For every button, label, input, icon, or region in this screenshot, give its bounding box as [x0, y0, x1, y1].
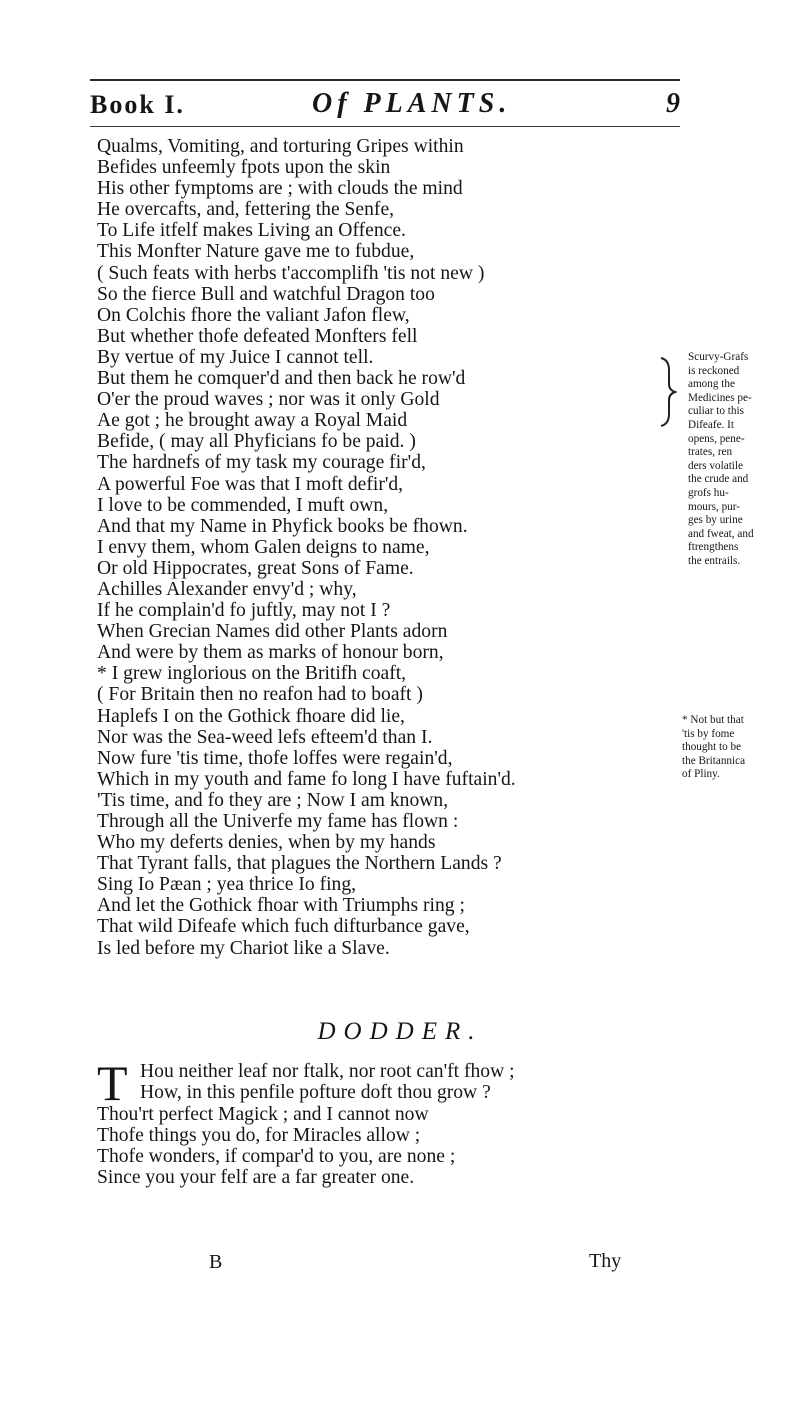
poem-line: This Monfter Nature gave me to fubdue,	[97, 241, 415, 263]
note-line: of Pliny.	[682, 768, 720, 781]
poem-line: 'Tis time, and fo they are ; Now I am known,	[97, 789, 449, 811]
note-line: opens, pene-	[688, 432, 745, 445]
poem-line: But whether thofe defeated Monfters fell	[97, 325, 418, 347]
poem-line: Since you your felf are a far greater one.	[97, 1167, 415, 1189]
drop-cap: T	[97, 1055, 128, 1111]
poem-line: Nor was the Sea-weed lefs efteem'd than I.	[97, 726, 433, 748]
poem-line: Befides unfeemly fpots upon the skin	[97, 157, 391, 179]
signature-mark: B	[209, 1251, 223, 1273]
running-title: Of PLANTS.	[312, 88, 512, 119]
header-rule-bottom	[90, 126, 680, 127]
poem-line: Hou neither leaf nor ftalk, nor root can'ft fhow ;	[140, 1061, 515, 1082]
note-line: ftrengthens	[688, 541, 739, 554]
poem-line: Or old Hippocrates, great Sons of Fame.	[97, 557, 414, 579]
poem-scurvy-grass	[97, 136, 717, 959]
note-line: ges by urine	[688, 514, 743, 527]
poem-line: Thofe wonders, if compar'd to you, are none ;	[97, 1146, 456, 1168]
brace-icon	[655, 356, 677, 428]
poem-line: Qualms, Vomiting, and torturing Gripes within	[97, 136, 464, 157]
poem-line: Ae got ; he brought away a Royal Maid	[97, 410, 408, 432]
note-line: the crude and	[688, 473, 749, 486]
page-number: 9	[666, 88, 680, 119]
poem-line: When Grecian Names did other Plants adorn	[97, 621, 448, 643]
note-line: culiar to this	[688, 405, 744, 418]
poem-line: Haplefs I on the Gothick fhoare did lie,	[97, 705, 405, 727]
marginal-note-scurvy-grass	[688, 351, 754, 569]
poem-line: On Colchis fhore the valiant Jafon flew,	[97, 304, 410, 326]
poem-line: I love to be commended, I muft own,	[97, 494, 389, 516]
poem-dodder	[97, 1055, 717, 1189]
poem-line: * I grew inglorious on the Britifh coaft,	[97, 663, 407, 685]
poem-line: Now fure 'tis time, thofe loffes were regain'd,	[97, 747, 453, 769]
catchword: Thy	[589, 1250, 622, 1272]
note-line: Difeafe. It	[688, 418, 734, 431]
poem-line: I envy them, whom Galen deigns to name,	[97, 536, 430, 558]
poem-line: That wild Difeafe which fuch difturbance gave,	[97, 916, 470, 938]
poem-line: So the fierce Bull and watchful Dragon too	[97, 283, 435, 305]
poem-line: If he complain'd fo juftly, may not I ?	[97, 600, 391, 622]
book-label: Book I.	[90, 90, 185, 119]
poem-line: Through all the Univerfe my fame has flown :	[97, 811, 459, 832]
poem-line: Achilles Alexander envy'd ; why,	[97, 578, 357, 600]
poem-line: ( Such feats with herbs t'accomplifh 'tis not new )	[97, 262, 485, 284]
poem-line: Who my deferts denies, when by my hands	[97, 832, 436, 854]
poem-line: Which in my youth and fame fo long I have fuftain'd.	[97, 768, 516, 790]
poem-line: By vertue of my Juice I cannot tell.	[97, 346, 374, 368]
note-line: 'tis by fome	[682, 727, 735, 740]
poem-line: The hardnefs of my task my courage fir'd,	[97, 452, 426, 474]
poem-line: To Life itfelf makes Living an Offence.	[97, 220, 406, 242]
poem-line: How, in this penfile pofture doft thou grow ?	[140, 1082, 491, 1104]
note-line: is reckoned	[688, 364, 740, 377]
poem-line: Sing Io Pæan ; yea thrice Io fing,	[97, 874, 357, 896]
section-heading: DODDER.	[317, 1018, 483, 1045]
poem-line: O'er the proud waves ; nor was it only Gold	[97, 389, 440, 411]
poem-line: A powerful Foe was that I moft defir'd,	[97, 473, 404, 495]
note-line: trates, ren	[688, 446, 733, 459]
note-line: the Britannica	[682, 754, 746, 767]
header-rule-top	[90, 79, 680, 81]
poem-line: And were by them as marks of honour born,	[97, 642, 444, 664]
note-line: thought to be	[682, 741, 742, 754]
poem-line: But them he comquer'd and then back he row'd	[97, 368, 466, 390]
poem-line: ( For Britain then no reafon had to boaft )	[97, 684, 423, 706]
poem-line: Thou'rt perfect Magick ; and I cannot now	[97, 1103, 429, 1125]
note-line: grofs hu-	[688, 486, 729, 499]
note-line: the entrails.	[688, 554, 741, 567]
poem-line: That Tyrant falls, that plagues the Northern Lands ?	[97, 853, 502, 875]
note-line: mours, pur-	[688, 500, 740, 513]
note-line: Medicines pe-	[688, 391, 752, 404]
note-line: among the	[688, 378, 735, 391]
poem-line: Is led before my Chariot like a Slave.	[97, 937, 390, 959]
poem-line: And that my Name in Phyfick books be fhown.	[97, 515, 468, 537]
poem-line: Thofe things you do, for Miracles allow ;	[97, 1124, 421, 1146]
running-header	[90, 84, 680, 124]
poem-line: He overcafts, and, fettering the Senfe,	[97, 199, 395, 221]
note-line: Scurvy-Grafs	[688, 351, 749, 363]
poem-line: Befide, ( may all Phyficians fo be paid. )	[97, 431, 416, 453]
marginal-note-britannica	[682, 714, 745, 782]
note-line: * Not but that	[682, 714, 744, 726]
note-line: and fweat, and	[688, 527, 754, 540]
poem-line: And let the Gothick fhoar with Triumphs ring ;	[97, 895, 465, 917]
poem-line: His other fymptoms are ; with clouds the mind	[97, 178, 463, 200]
note-line: ders volatile	[688, 459, 743, 472]
